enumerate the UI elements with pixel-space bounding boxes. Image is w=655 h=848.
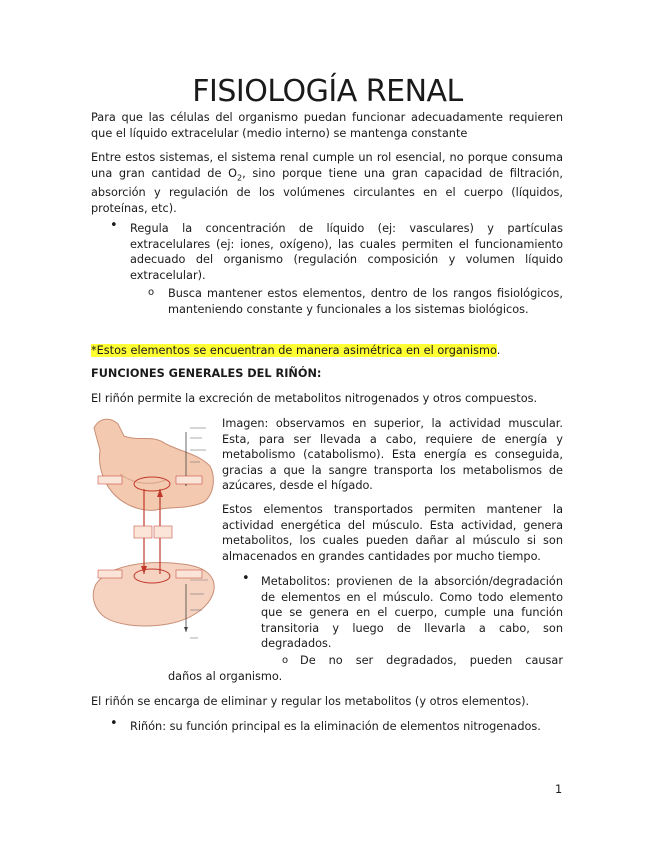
page-number: 1: [555, 783, 563, 796]
bullet-marker: •: [110, 716, 118, 731]
bullet-metabolitos: Metabolitos: provienen de la absorción/degradación de elementos en el músculo. Como todo elemento que se genera en el cuerpo, cumple una función transitoria y luego de llevarla a cabo, son degradados.: [261, 575, 563, 651]
highlight-tail: .: [496, 344, 501, 357]
kidney-regulates-text: El riñón se encarga de eliminar y regular los metabolitos (y otros elementos).: [91, 695, 530, 708]
highlighted-text: *Estos elementos se encuentran de manera asimétrica en el organismo: [91, 344, 497, 357]
bullet-marker: •: [110, 218, 118, 233]
transport-paragraph: Estos elementos transportados permiten mantener la actividad energética del músculo. Esta actividad, genera metabolitos, los cuales pueden dañar al músculo si son almacenados en grandes cantidades por mucho tiempo.: [222, 503, 563, 563]
renal-role-text-1: Entre estos sistemas, el sistema renal cumple un rol esencial, no porque consuma una gran cantidad de O: [91, 151, 563, 180]
renal-role-text-2: , sino porque tiene una gran capacidad de filtración, absorción y regulación de los volúmenes circulantes en el cuerpo (líquidos, proteínas, etc).: [91, 166, 563, 216]
arm-shape: [94, 419, 213, 510]
highlight-note: [91, 343, 563, 359]
section-heading: FUNCIONES GENERALES DEL RIÑÓN:: [91, 367, 322, 380]
bullet-marker: •: [242, 571, 250, 586]
bullet-regulation: Regula la concentración de líquido (ej: vasculares) y partículas extracelulares (ej: iones, oxígeno), las cuales permiten el funcionamiento adecuado del organismo (regulación composición y volumen líquido extracelular).: [130, 222, 563, 282]
sub-bullet-marker: o: [148, 287, 155, 298]
oxygen-subscript: 2: [237, 172, 243, 182]
renal-role-paragraph: [91, 150, 563, 217]
bullet-rinon: Riñón: su función principal es la eliminación de elementos nitrogenados.: [130, 720, 541, 733]
arm-liver-illustration: [90, 414, 218, 644]
image-caption: Imagen: observamos en superior, la actividad muscular. Esta, para ser llevada a cabo, requiere de energía y metabolismo (catabolismo). Esta energía es conseguida, gracias a que la sangre transporta los metabolismos de azúcares, desde el hígado.: [222, 417, 563, 493]
sub-bullet-marker: o: [282, 655, 289, 666]
sub-bullet-ranges: Busca mantener estos elementos, dentro de los rangos fisiológicos, manteniendo constante y funcionales a los sistemas biológicos.: [168, 287, 563, 316]
intro-paragraph: Para que las células del organismo puedan funcionar adecuadamente requieren que el líquido extracelular (medio interno) se mantenga constante: [91, 111, 563, 140]
sub-bullet-tail: daños al organismo.: [168, 670, 283, 683]
sub-bullet-metabolitos: De no ser degradados, pueden causar: [300, 654, 563, 667]
page-title: FISIOLOGÍA RENAL: [192, 74, 463, 109]
kidney-excretion-text: El riñón permite la excreción de metabolitos nitrogenados y otros compuestos.: [91, 392, 538, 405]
